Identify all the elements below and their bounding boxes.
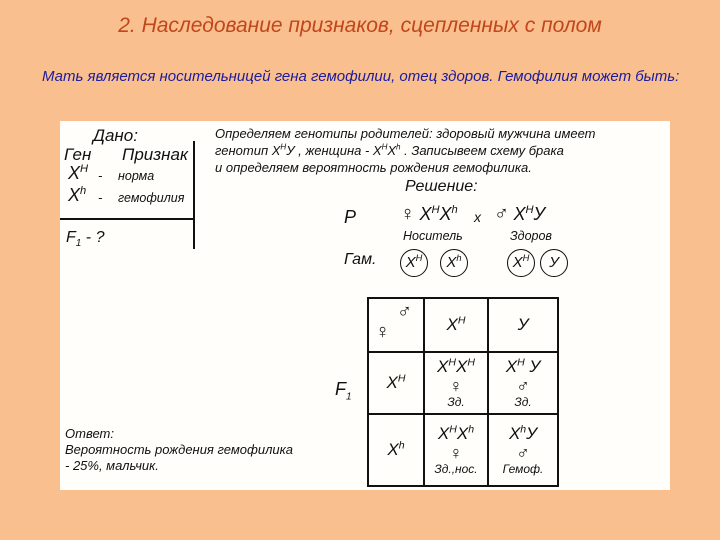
- punnett-cell: $X^HX^h$ ♀ Зд.,нос.: [424, 414, 488, 486]
- given-row-hemophilia: $X^h$ - гемофилия: [68, 185, 185, 205]
- punnett-cell: $X^HX^H$ ♀ Зд.: [424, 352, 488, 414]
- male-symbol-icon: ♂: [494, 203, 509, 225]
- given-row-normal: $X^H$ - норма: [68, 163, 155, 183]
- female-symbol-icon: ♀: [400, 203, 415, 225]
- female-symbol-icon: ♀: [375, 321, 390, 343]
- slide-title: 2. Наследование признаков, сцепленных с полом: [118, 14, 602, 37]
- answer-label: Ответ:: [65, 426, 114, 441]
- given-divider: [60, 218, 195, 220]
- male-symbol-icon: ♂: [397, 301, 412, 323]
- gamete-circle: $X^H$: [507, 249, 535, 277]
- punnett-header-female-gamete: $X^H$: [368, 352, 424, 414]
- punnett-header-male-gamete: $X^H$: [424, 298, 488, 352]
- trait-label: гемофилия: [118, 191, 185, 205]
- male-symbol-icon: ♂: [516, 443, 530, 463]
- gamete-circle: У: [540, 249, 568, 277]
- given-column-gene: Ген: [64, 145, 92, 164]
- given-title: Дано:: [93, 126, 138, 145]
- punnett-cell: $X^hУ$ ♂ Гемоф.: [488, 414, 558, 486]
- punnett-header-female-gamete: $X^h$: [368, 414, 424, 486]
- punnett-header-male-gamete: У: [488, 298, 558, 352]
- female-symbol-icon: ♀: [449, 376, 463, 396]
- male-parent-genotype: ♂ $X^HУ$: [494, 203, 546, 225]
- punnett-square: [367, 297, 559, 487]
- trait-label: норма: [118, 169, 155, 183]
- female-parent-note: Носитель: [403, 229, 463, 243]
- gene-symbol: $X^h$: [68, 185, 87, 205]
- problem-statement: Мать является носительницей гена гемофилии, отец здоров. Гемофилия может быть:: [42, 68, 680, 85]
- answer-line: - 25%, мальчик.: [65, 458, 159, 473]
- gametes-label: Гам.: [344, 251, 377, 268]
- gamete-circle: $X^H$: [400, 249, 428, 277]
- solution-panel: [60, 121, 670, 490]
- cross-symbol: x: [474, 209, 481, 225]
- answer-block: [65, 426, 293, 474]
- female-parent-genotype: ♀ $X^HX^h$: [400, 203, 458, 225]
- male-parent-note: Здоров: [510, 229, 552, 243]
- given-column-trait: Признак: [122, 145, 188, 164]
- punnett-corner: [368, 298, 424, 352]
- parents-label: P: [344, 207, 357, 227]
- answer-line: Вероятность рождения гемофилика: [65, 442, 293, 457]
- gene-symbol: $X^H$: [68, 163, 89, 183]
- female-symbol-icon: ♀: [449, 443, 463, 463]
- find-f1-question: $F_1$ - ?: [66, 229, 105, 250]
- punnett-cell: $X^H$ У ♂ Зд.: [488, 352, 558, 414]
- solution-heading: Решение:: [405, 178, 478, 195]
- male-symbol-icon: ♂: [516, 376, 530, 396]
- gamete-circle: $X^h$: [440, 249, 468, 277]
- f1-label: $F_1$: [335, 379, 352, 403]
- explanation-text: Определяем генотипы родителей: здоровый мужчина имеет генотип $X^HУ$ , женщина - $X^HX^h$ . Записывеем схему брака и определяем вероятность рождения гемофилика.: [215, 126, 596, 175]
- given-vertical-rule: [193, 141, 195, 249]
